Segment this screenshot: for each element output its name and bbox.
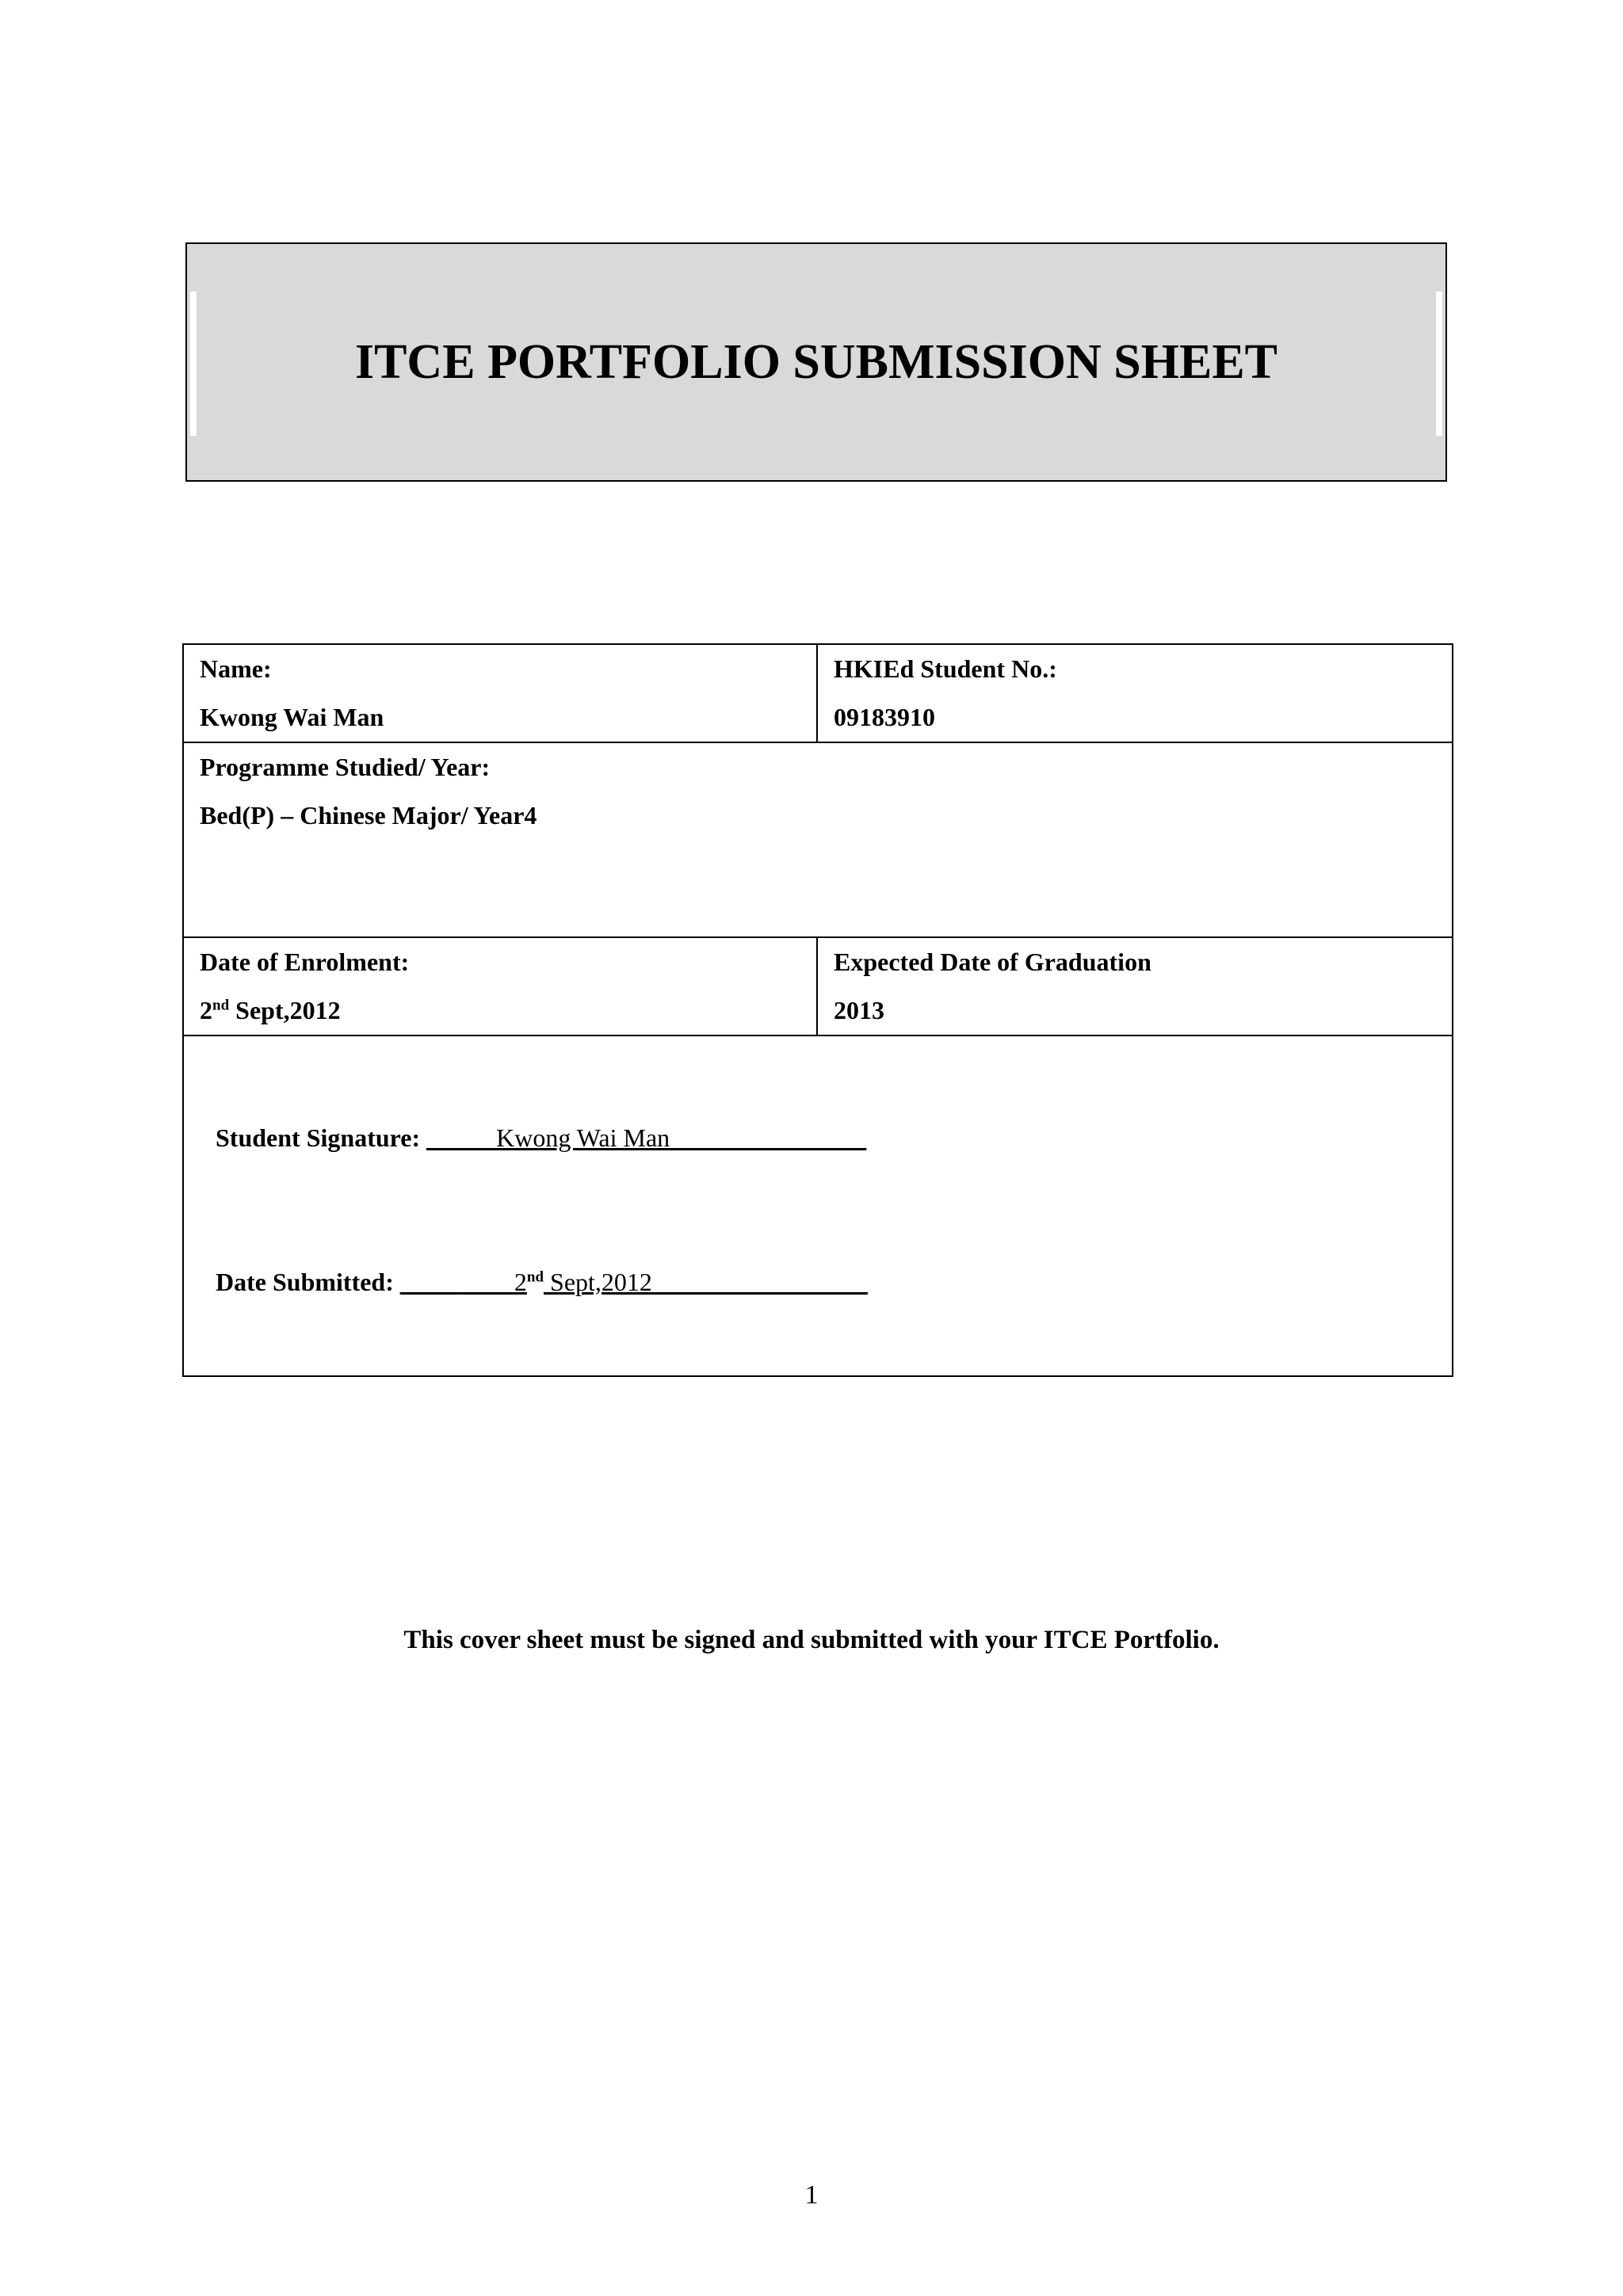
- cover-sheet-note: This cover sheet must be signed and submitted with your ITCE Portfolio.: [403, 1626, 1220, 1654]
- signature-value: Kwong Wai Man: [496, 1123, 670, 1152]
- enrolment-value: [200, 986, 800, 1035]
- graduation-label: Expected Date of Graduation: [834, 948, 1151, 976]
- date-submitted-line: [216, 1268, 868, 1297]
- student-no-cell: [817, 644, 1453, 742]
- submitted-blank-before-2: ____: [463, 1268, 514, 1296]
- enrolment-suffix: nd: [212, 997, 230, 1014]
- student-signature-line: [216, 1123, 866, 1153]
- student-info-table: [182, 643, 1453, 1377]
- enrolment-day: 2: [200, 996, 212, 1024]
- table-row: [183, 644, 1453, 742]
- programme-value: Bed(P) – Chinese Major/ Year4: [200, 801, 537, 830]
- enrolment-label: Date of Enrolment:: [200, 948, 410, 976]
- submitted-blank-before: _____: [399, 1268, 464, 1296]
- table-row: [183, 1035, 1453, 1376]
- graduation-value: 2013: [834, 996, 884, 1024]
- submitted-rest: Sept,2012: [544, 1268, 652, 1296]
- table-row: [183, 937, 1453, 1035]
- programme-cell: [183, 742, 1453, 937]
- signature-blank-before: ____ _: [426, 1123, 497, 1152]
- submitted-label: Date Submitted:: [216, 1268, 400, 1296]
- programme-label: Programme Studied/ Year:: [200, 753, 491, 781]
- page-title: ITCE PORTFOLIO SUBMISSION SHEET: [354, 335, 1278, 389]
- enrolment-rest: Sept,2012: [229, 996, 341, 1024]
- name-label: Name:: [200, 654, 272, 683]
- title-box: [185, 242, 1447, 482]
- name-value: Kwong Wai Man: [200, 703, 384, 731]
- student-no-label: HKIEd Student No.:: [834, 654, 1057, 683]
- submitted-day: 2: [514, 1268, 527, 1296]
- student-no-value: 09183910: [834, 703, 935, 731]
- name-cell: [183, 644, 817, 742]
- signature-label: Student Signature:: [216, 1123, 427, 1152]
- page-number: 1: [804, 2180, 819, 2210]
- table-row: [183, 742, 1453, 937]
- signature-cell: [183, 1035, 1453, 1376]
- graduation-cell: [817, 937, 1453, 1035]
- submitted-suffix: nd: [526, 1268, 544, 1286]
- submitted-blank-after: _________________: [651, 1268, 868, 1296]
- enrolment-cell: [183, 937, 817, 1035]
- signature-blank-after: _ ______________: [670, 1123, 867, 1152]
